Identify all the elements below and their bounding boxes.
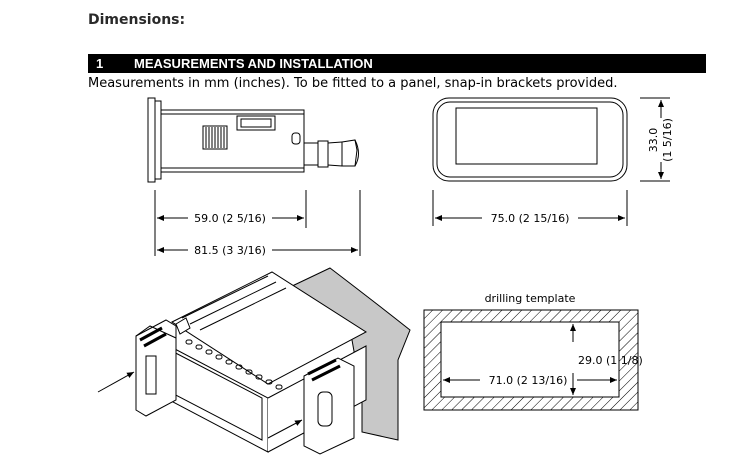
drilling-height: 29.0 (1 1/8): [578, 354, 643, 367]
isometric-view: [98, 268, 410, 454]
display-window: [456, 108, 597, 164]
cable-top: [328, 142, 342, 143]
front-bezel: [148, 98, 155, 182]
front-frame-inner: [437, 102, 623, 177]
section-subtitle: Measurements in mm (inches). To be fitted to a panel, snap-in brackets provided.: [88, 76, 618, 91]
housing-body: [161, 110, 304, 172]
side-label-window: [237, 116, 275, 130]
dim-front-height: 33.0: [647, 127, 660, 153]
section-title: MEASUREMENTS AND INSTALLATION: [134, 56, 373, 71]
side-view: [148, 98, 360, 256]
side-label-inner: [241, 119, 271, 127]
front-frame: [433, 98, 627, 181]
bezel-step: [155, 101, 161, 179]
vent-slots: [206, 127, 224, 148]
dim-total-depth: 81.5 (3 3/16): [194, 244, 266, 257]
dim-body-depth: 59.0 (2 5/16): [194, 212, 266, 225]
page-heading: Dimensions:: [88, 12, 186, 28]
cable-bottom: [328, 165, 342, 166]
connector-body: [318, 141, 328, 167]
dim-front-height-inches: (1 5/16): [661, 118, 674, 162]
side-slot: [292, 133, 300, 144]
connector-plug: [304, 143, 318, 165]
front-view: [433, 98, 670, 226]
arrow-left-bracket: [98, 372, 134, 392]
section-number: 1: [96, 56, 104, 71]
drilling-width: 71.0 (2 13/16): [488, 374, 568, 387]
cable-end: [342, 140, 357, 166]
drilling-title: drilling template: [484, 292, 576, 305]
dim-front-width: 75.0 (2 15/16): [490, 212, 570, 225]
